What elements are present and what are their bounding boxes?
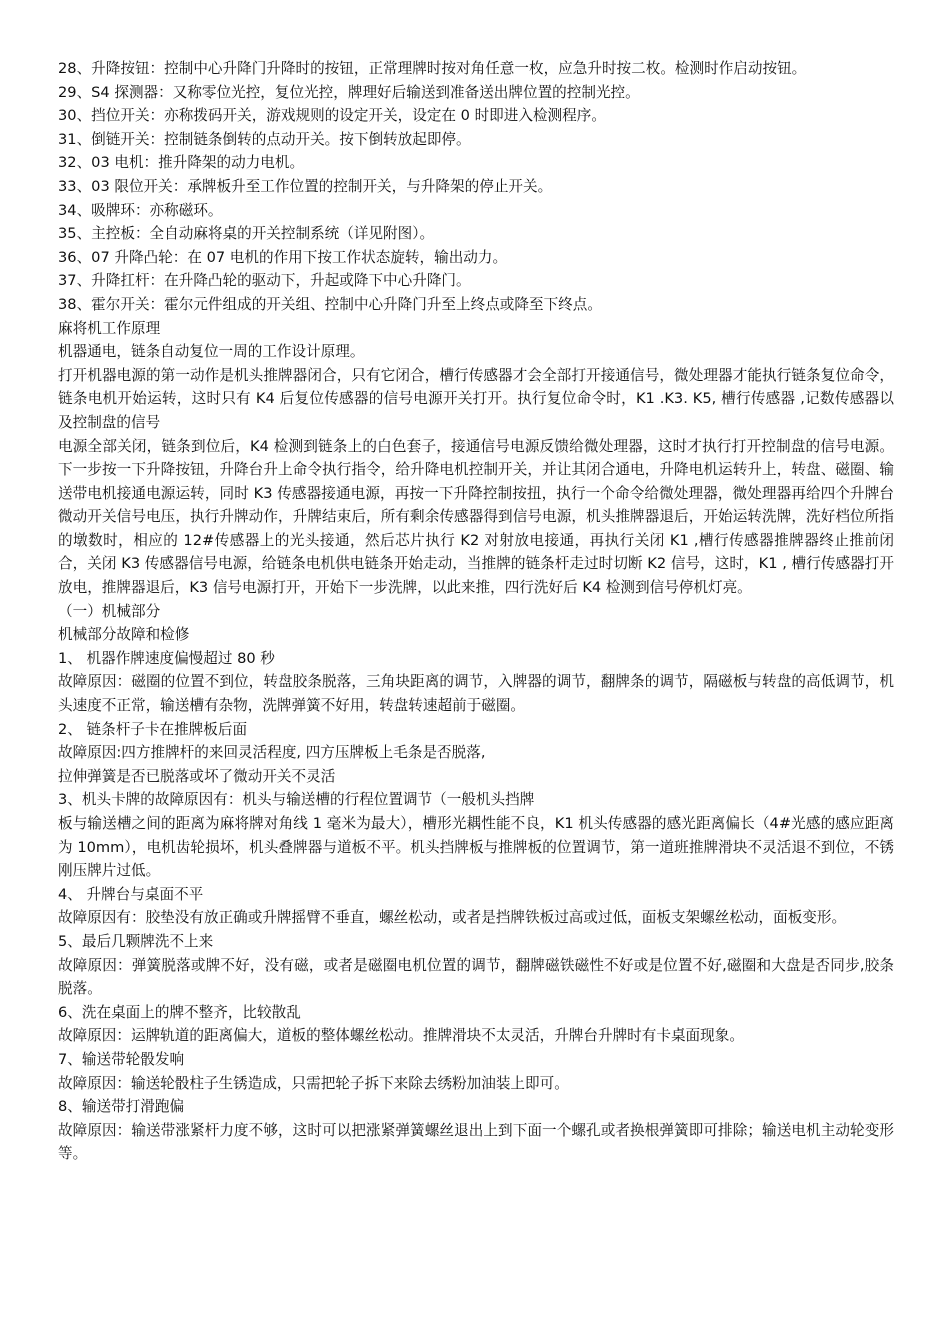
fault-cause: 拉伸弹簧是否已脱落或坏了微动开关不灵活 xyxy=(58,767,336,785)
fault-cause: 板与输送槽之间的距离为麻将牌对角线 1 毫米为最大），槽形光耦性能不良，K1 机头传感器的感光距离偏长（4#光感的感应距离为 10mm），电机齿轮损坏，机头叠牌器与道板不平。机头挡牌板与推牌板的位置调节，第一道班推牌滑块不灵活退不到位，不锈刚压牌片过低。 xyxy=(58,815,894,880)
fault-cause: 故障原因：输送轮骰柱子生锈造成，只需把轮子拆下来除去绣粉加油装上即可。 xyxy=(58,1074,569,1092)
fault-cause: 故障原因：弹簧脱落或牌不好，没有磁，或者是磁圈电机位置的调节，翻牌磁铁磁性不好或是位置不好,磁圈和大盘是否同步,胶条脱落。 xyxy=(58,956,894,998)
fault-cause: 故障原因：输送带涨紧杆力度不够，这时可以把涨紧弹簧螺丝退出上到下面一个螺孔或者换根弹簧即可排除；输送电机主动轮变形等。 xyxy=(58,1121,894,1163)
fault-title: 5、最后几颗牌洗不上来 xyxy=(58,932,214,950)
document-page xyxy=(58,57,894,1166)
fault-title: 4、 升牌台与桌面不平 xyxy=(58,885,204,903)
text-line: 28、升降按钮：控制中心升降门升降时的按钮，正常理牌时按对角任意一枚，应急升时按二枚。检测时作启动按钮。 xyxy=(58,60,807,77)
fault-title: 8、输送带打滑跑偏 xyxy=(58,1098,185,1116)
text-line: 36、07 升降凸轮：在 07 电机的作用下按工作状态旋转，输出动力。 xyxy=(58,248,508,266)
fault-title: 3、机头卡牌的故障原因有：机头与输送槽的行程位置调节（一般机头挡牌 xyxy=(58,791,535,809)
fault-cause: 故障原因有：胶垫没有放正确或升牌摇臂不垂直，螺丝松动，或者是挡牌铁板过高或过低，面板支架螺丝松动，面板变形。 xyxy=(58,909,847,927)
fault-cause: 故障原因：运牌轨道的距离偏大，道板的整体螺丝松动。推牌滑块不太灵活，升牌台升牌时有卡桌面现象。 xyxy=(58,1027,744,1045)
section-heading: （一）机械部分 xyxy=(58,602,161,620)
text-line: 32、03 电机：推升降架的动力电机。 xyxy=(58,154,305,172)
fault-title: 7、输送带轮骰发响 xyxy=(58,1050,185,1068)
text-line: 38、霍尔开关：霍尔元件组成的开关组、控制中心升降门升至上终点或降至下终点。 xyxy=(58,295,602,313)
fault-title: 1、 机器作牌速度偏慢超过 80 秒 xyxy=(58,649,275,667)
text-paragraph: 打开机器电源的第一动作是机头推牌器闭合，只有它闭合，槽行传感器才会全部打开接通信号，微处理器才能执行链条复位命令，链条电机开始运转，这时只有 K4 后复位传感器的信号电源开关打开。执行复位命令时，K1 .K3. K5, 槽行传感器 ,记数传感器以及控制盘的信号 xyxy=(58,366,894,431)
text-line: 35、主控板：全自动麻将桌的开关控制系统（详见附图）。 xyxy=(58,225,435,243)
fault-cause: 故障原因:四方推牌杆的来回灵活程度, 四方压牌板上毛条是否脱落, xyxy=(58,744,486,762)
fault-title: 6、洗在桌面上的牌不整齐，比较散乱 xyxy=(58,1003,301,1021)
fault-cause: 故障原因：磁圈的位置不到位，转盘胶条脱落，三角块距离的调节，入牌器的调节，翻牌条的调节，隔磁板与转盘的高低调节，机头速度不正常，输送槽有杂物，洗牌弹簧不好用，转盘转速超前于磁圈。 xyxy=(58,673,894,715)
text-line: 37、升降扛杆：在升降凸轮的驱动下，升起或降下中心升降门。 xyxy=(58,272,471,290)
text-line: 29、S4 探测器：又称零位光控，复位光控，牌理好后输送到准备送出牌位置的控制光控。 xyxy=(58,83,640,101)
text-line: 30、挡位开关：亦称拨码开关，游戏规则的设定开关，设定在 0 时即进入检测程序。 xyxy=(58,107,606,125)
text-line: 34、吸牌环：亦称磁环。 xyxy=(58,201,223,219)
text-line: 33、03 限位开关：承牌板升至工作位置的控制开关，与升降架的停止开关。 xyxy=(58,177,553,195)
text-line: 31、倒链开关：控制链条倒转的点动开关。按下倒转放起即停。 xyxy=(58,130,471,148)
section-heading: 机械部分故障和检修 xyxy=(58,626,190,644)
section-heading: 麻将机工作原理 xyxy=(58,319,161,337)
text-paragraph: 电源全部关闭，链条到位后，K4 检测到链条上的白色套子，接通信号电源反馈给微处理器，这时才执行打开控制盘的信号电源。下一步按一下升降按钮，升降台升上命令执行指令，给升降电机控制开关，并让其闭合通电，升降电机运转升上，转盘、磁圈、输送带电机接通电源运转，同时 K3 传感器接通电源，再按一下升降控制按扭，执行一个命令给微处理器，微处理器再给四个升牌台微动开关信号电压，执行升牌动作，升牌结束后，所有剩余传感器得到信号电源，机头推牌器退后，开始运转洗牌，洗好档位所指的墩数时，相应的 12#传感器上的光头接通，然后芯片执行 K2 对射放电接通，再执行关闭 K1 ,槽行传感器推牌器终止推前闭合，关闭 K3 传感器信号电源，给链条电机供电链条开始走动，当推牌的链条杆走过时切断 K2 信号，这时，K1 , 槽行传感器打开放电，推牌器退后，K3 信号电源打开，开始下一步洗牌，以此来推，四行洗好后 K4 检测到信号停机灯亮。 xyxy=(58,437,894,597)
text-line: 机器通电，链条自动复位一周的工作设计原理。 xyxy=(58,343,365,361)
fault-title: 2、 链条杆子卡在推牌板后面 xyxy=(58,720,248,738)
